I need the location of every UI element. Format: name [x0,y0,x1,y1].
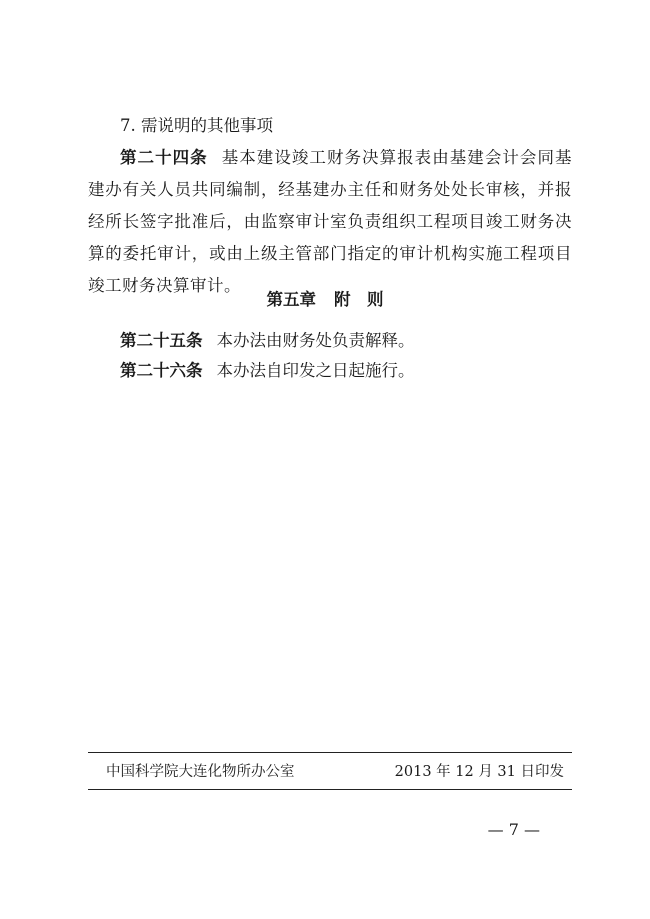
item-7: 7. 需说明的其他事项 [120,116,273,135]
article-25-text: 本办法由财务处负责解释。 [216,331,415,350]
footer-rule-top [88,752,572,753]
issue-date: 2013 年 12 月 31 日印发 [394,764,564,780]
chapter-number: 第五章 [266,290,316,309]
article-24-label: 第二十四条 [120,148,208,167]
issuer-name: 中国科学院大连化物所办公室 [106,764,295,780]
article-25-label: 第二十五条 [120,331,203,350]
article-26 [120,355,415,387]
issuance-footer [88,758,572,786]
article-24-text: 基本建设竣工财务决算报表由基建会计会同基建办有关人员共同编制，经基建办主任和财务处处长审核，并报经所长签字批准后，由监察审计室负责组织工程项目竣工财务决算的委托审计，或由上级主管部门指定的审计机构实施工程项目竣工财务决算审计。 [88,148,573,295]
article-26-label: 第二十六条 [120,361,203,380]
chapter-heading [0,286,650,314]
article-25 [120,325,415,357]
article-26-text: 本办法自印发之日起施行。 [216,361,415,380]
page-number: — 7 — [487,820,540,839]
footer-rule-bottom [88,789,572,790]
chapter-title: 附 则 [334,290,384,309]
article-24 [88,142,572,302]
